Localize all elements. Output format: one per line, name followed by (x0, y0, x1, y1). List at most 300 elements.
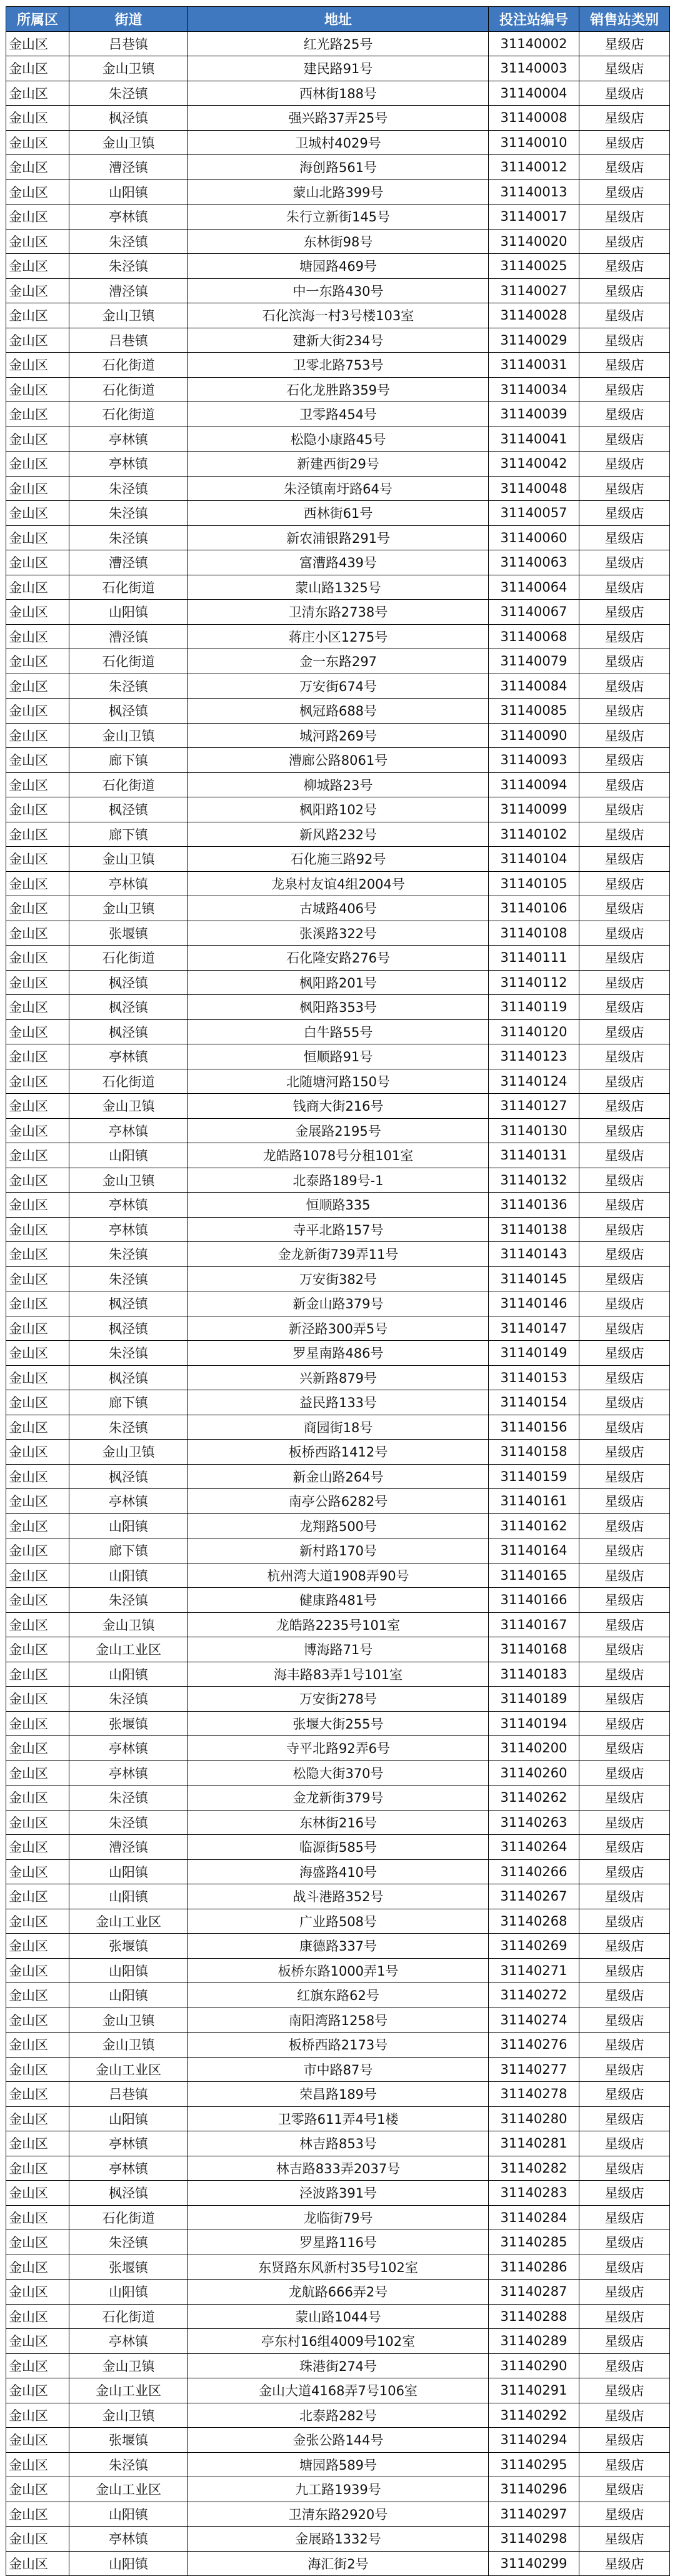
cell-district: 金山区 (6, 1538, 69, 1563)
table-row (6, 353, 670, 378)
cell-station-code: 31140041 (489, 427, 579, 452)
cell-street: 金山卫镇 (69, 1440, 188, 1465)
table-row (6, 501, 670, 526)
cell-station-type: 星级店 (579, 2452, 670, 2477)
cell-address: 东贤路东风新村35号102室 (188, 2255, 489, 2280)
cell-station-code: 31140288 (489, 2304, 579, 2329)
cell-street: 山阳镇 (69, 1513, 188, 1538)
cell-station-code: 31140276 (489, 2033, 579, 2058)
cell-street: 山阳镇 (69, 1958, 188, 1983)
cell-station-type: 星级店 (579, 2082, 670, 2107)
cell-district: 金山区 (6, 1341, 69, 1366)
table-row (6, 452, 670, 477)
table-row (6, 1513, 670, 1538)
cell-address: 益民路133号 (188, 1390, 489, 1415)
cell-address: 强兴路37弄25号 (188, 106, 489, 131)
table-row (6, 2502, 670, 2527)
cell-street: 金山卫镇 (69, 2008, 188, 2033)
cell-address: 新金山路264号 (188, 1464, 489, 1489)
cell-street: 亭林镇 (69, 871, 188, 896)
cell-station-type: 星级店 (579, 1760, 670, 1786)
cell-station-type: 星级店 (579, 179, 670, 205)
cell-station-code: 31140124 (489, 1069, 579, 1094)
cell-station-type: 星级店 (579, 1390, 670, 1415)
cell-district: 金山区 (6, 1464, 69, 1489)
cell-station-code: 31140294 (489, 2428, 579, 2453)
cell-address: 亭东村16组4009号102室 (188, 2329, 489, 2354)
cell-district: 金山区 (6, 1193, 69, 1218)
cell-station-type: 星级店 (579, 2527, 670, 2552)
table-row (6, 550, 670, 575)
cell-station-type: 星级店 (579, 649, 670, 674)
cell-address: 张堰大街255号 (188, 1711, 489, 1736)
cell-district: 金山区 (6, 1440, 69, 1465)
cell-street: 金山工业区 (69, 1637, 188, 1662)
spreadsheet-sheet (6, 6, 669, 2576)
table-row (6, 847, 670, 872)
cell-station-type: 星级店 (579, 1786, 670, 1811)
cell-street: 漕泾镇 (69, 624, 188, 649)
cell-station-type: 星级店 (579, 2502, 670, 2527)
cell-address: 寺平北路157号 (188, 1217, 489, 1242)
table-row (6, 1538, 670, 1563)
cell-street: 金山卫镇 (69, 847, 188, 872)
table-row (6, 600, 670, 625)
cell-address: 新风路232号 (188, 822, 489, 847)
cell-address: 东林街216号 (188, 1810, 489, 1835)
cell-address: 恒顺路335 (188, 1193, 489, 1218)
cell-address: 松隐小康路45号 (188, 427, 489, 452)
cell-district: 金山区 (6, 2551, 69, 2576)
cell-address: 城河路269号 (188, 723, 489, 748)
cell-address: 万安街382号 (188, 1266, 489, 1291)
cell-street: 廊下镇 (69, 748, 188, 773)
cell-district: 金山区 (6, 1760, 69, 1786)
cell-district: 金山区 (6, 1291, 69, 1316)
cell-district: 金山区 (6, 31, 69, 56)
cell-station-code: 31140167 (489, 1612, 579, 1637)
cell-station-code: 31140263 (489, 1810, 579, 1835)
table-row (6, 1193, 670, 1218)
cell-station-type: 星级店 (579, 1118, 670, 1143)
table-row (6, 278, 670, 303)
cell-street: 石化街道 (69, 772, 188, 797)
cell-district: 金山区 (6, 649, 69, 674)
cell-station-code: 31140084 (489, 674, 579, 699)
cell-station-type: 星级店 (579, 402, 670, 427)
table-row (6, 2131, 670, 2156)
table-row (6, 1044, 670, 1069)
table-row (6, 699, 670, 724)
table-row (6, 476, 670, 501)
cell-district: 金山区 (6, 2205, 69, 2230)
cell-district: 金山区 (6, 1489, 69, 1514)
cell-street: 张堰镇 (69, 2428, 188, 2453)
cell-station-type: 星级店 (579, 106, 670, 131)
cell-station-code: 31140298 (489, 2527, 579, 2552)
cell-station-code: 31140057 (489, 501, 579, 526)
table-row (6, 995, 670, 1020)
cell-station-type: 星级店 (579, 1365, 670, 1390)
cell-address: 红光路25号 (188, 31, 489, 56)
table-row (6, 649, 670, 674)
cell-station-code: 31140028 (489, 303, 579, 328)
cell-address: 健康路481号 (188, 1588, 489, 1613)
cell-district: 金山区 (6, 2057, 69, 2082)
cell-address: 石化隆安路276号 (188, 946, 489, 971)
cell-station-type: 星级店 (579, 205, 670, 230)
cell-address: 卫零路611弄4号1楼 (188, 2106, 489, 2131)
cell-street: 石化街道 (69, 946, 188, 971)
cell-street: 山阳镇 (69, 1859, 188, 1884)
cell-address: 新金山路379号 (188, 1291, 489, 1316)
cell-address: 罗星南路486号 (188, 1341, 489, 1366)
cell-station-type: 星级店 (579, 31, 670, 56)
cell-station-code: 31140289 (489, 2329, 579, 2354)
cell-station-code: 31140099 (489, 797, 579, 822)
cell-street: 漕泾镇 (69, 278, 188, 303)
cell-district: 金山区 (6, 1588, 69, 1613)
cell-address: 康德路337号 (188, 1934, 489, 1959)
table-row (6, 1118, 670, 1143)
cell-street: 亭林镇 (69, 1217, 188, 1242)
cell-district: 金山区 (6, 2403, 69, 2428)
cell-street: 枫泾镇 (69, 2181, 188, 2206)
table-row (6, 1365, 670, 1390)
table-body (6, 31, 670, 2576)
cell-district: 金山区 (6, 822, 69, 847)
table-header (6, 7, 670, 32)
cell-station-code: 31140277 (489, 2057, 579, 2082)
cell-address: 龙航路666弄2号 (188, 2280, 489, 2305)
cell-district: 金山区 (6, 476, 69, 501)
table-row (6, 2452, 670, 2477)
cell-station-code: 31140200 (489, 1736, 579, 1761)
table-row (6, 130, 670, 155)
cell-district: 金山区 (6, 1786, 69, 1811)
column-header-station-code: 投注站编号 (489, 7, 579, 32)
cell-address: 富漕路439号 (188, 550, 489, 575)
cell-station-type: 星级店 (579, 1687, 670, 1712)
cell-address: 恒顺路91号 (188, 1044, 489, 1069)
cell-street: 亭林镇 (69, 1736, 188, 1761)
cell-address: 中一东路430号 (188, 278, 489, 303)
cell-address: 万安街674号 (188, 674, 489, 699)
cell-district: 金山区 (6, 748, 69, 773)
table-row (6, 81, 670, 106)
cell-district: 金山区 (6, 2181, 69, 2206)
table-row (6, 1094, 670, 1119)
cell-street: 山阳镇 (69, 1983, 188, 2008)
cell-station-type: 星级店 (579, 130, 670, 155)
cell-station-code: 31140161 (489, 1489, 579, 1514)
cell-station-code: 31140068 (489, 624, 579, 649)
cell-station-type: 星级店 (579, 1835, 670, 1860)
cell-district: 金山区 (6, 699, 69, 724)
cell-address: 红旗东路62号 (188, 1983, 489, 2008)
cell-station-code: 31140290 (489, 2353, 579, 2378)
cell-station-code: 31140085 (489, 699, 579, 724)
cell-station-type: 星级店 (579, 2057, 670, 2082)
cell-district: 金山区 (6, 205, 69, 230)
cell-station-code: 31140003 (489, 56, 579, 81)
cell-station-code: 31140111 (489, 946, 579, 971)
cell-station-type: 星级店 (579, 1489, 670, 1514)
table-row (6, 377, 670, 402)
table-row (6, 2477, 670, 2502)
table-row (6, 1440, 670, 1465)
cell-street: 朱泾镇 (69, 1687, 188, 1712)
cell-street: 山阳镇 (69, 179, 188, 205)
cell-district: 金山区 (6, 2329, 69, 2354)
table-row (6, 155, 670, 180)
cell-address: 塘园路469号 (188, 254, 489, 279)
cell-street: 朱泾镇 (69, 81, 188, 106)
cell-address: 枫冠路688号 (188, 699, 489, 724)
cell-address: 新建西街29号 (188, 452, 489, 477)
cell-station-code: 31140281 (489, 2131, 579, 2156)
cell-station-code: 31140102 (489, 822, 579, 847)
cell-district: 金山区 (6, 871, 69, 896)
cell-station-code: 31140291 (489, 2378, 579, 2403)
cell-station-code: 31140269 (489, 1934, 579, 1959)
cell-station-type: 星级店 (579, 1143, 670, 1168)
table-row (6, 1736, 670, 1761)
cell-station-code: 31140127 (489, 1094, 579, 1119)
cell-station-code: 31140079 (489, 649, 579, 674)
cell-station-type: 星级店 (579, 1168, 670, 1193)
cell-station-type: 星级店 (579, 723, 670, 748)
table-row (6, 1612, 670, 1637)
cell-station-type: 星级店 (579, 674, 670, 699)
cell-street: 朱泾镇 (69, 476, 188, 501)
cell-station-code: 31140287 (489, 2280, 579, 2305)
cell-station-type: 星级店 (579, 2353, 670, 2378)
cell-street: 漕泾镇 (69, 1835, 188, 1860)
table-row (6, 674, 670, 699)
cell-street: 山阳镇 (69, 2551, 188, 2576)
cell-station-code: 31140064 (489, 575, 579, 600)
cell-district: 金山区 (6, 353, 69, 378)
cell-station-type: 星级店 (579, 1513, 670, 1538)
cell-address: 蒙山北路399号 (188, 179, 489, 205)
cell-address: 战斗港路352号 (188, 1884, 489, 1909)
cell-station-type: 星级店 (579, 2403, 670, 2428)
table-row (6, 748, 670, 773)
table-row (6, 1266, 670, 1291)
cell-station-type: 星级店 (579, 1983, 670, 2008)
table-row (6, 1143, 670, 1168)
cell-district: 金山区 (6, 501, 69, 526)
cell-address: 新农浦银路291号 (188, 525, 489, 550)
table-row (6, 205, 670, 230)
cell-street: 张堰镇 (69, 1934, 188, 1959)
cell-address: 龙皓路2235号101室 (188, 1612, 489, 1637)
cell-address: 新泾路300弄5号 (188, 1316, 489, 1341)
cell-street: 枫泾镇 (69, 995, 188, 1020)
table-row (6, 1958, 670, 1983)
cell-street: 亭林镇 (69, 1193, 188, 1218)
cell-street: 张堰镇 (69, 921, 188, 946)
cell-district: 金山区 (6, 402, 69, 427)
cell-district: 金山区 (6, 1217, 69, 1242)
cell-station-type: 星级店 (579, 1884, 670, 1909)
cell-address: 南亭公路6282号 (188, 1489, 489, 1514)
cell-street: 亭林镇 (69, 427, 188, 452)
cell-station-code: 31140284 (489, 2205, 579, 2230)
cell-street: 朱泾镇 (69, 1588, 188, 1613)
cell-address: 龙皓路1078号分租101室 (188, 1143, 489, 1168)
table-row (6, 1415, 670, 1440)
cell-station-type: 星级店 (579, 970, 670, 995)
cell-station-code: 31140042 (489, 452, 579, 477)
cell-station-code: 31140034 (489, 377, 579, 402)
cell-street: 山阳镇 (69, 600, 188, 625)
cell-address: 金展路2195号 (188, 1118, 489, 1143)
cell-street: 吕巷镇 (69, 31, 188, 56)
cell-station-code: 31140012 (489, 155, 579, 180)
cell-station-type: 星级店 (579, 2131, 670, 2156)
cell-station-type: 星级店 (579, 1069, 670, 1094)
cell-address: 钱商大街216号 (188, 1094, 489, 1119)
cell-station-type: 星级店 (579, 1242, 670, 1267)
cell-district: 金山区 (6, 1934, 69, 1959)
table-row (6, 1291, 670, 1316)
cell-street: 山阳镇 (69, 1563, 188, 1588)
cell-street: 金山卫镇 (69, 1168, 188, 1193)
cell-street: 亭林镇 (69, 1044, 188, 1069)
cell-station-type: 星级店 (579, 2033, 670, 2058)
cell-street: 金山工业区 (69, 1909, 188, 1934)
table-row (6, 772, 670, 797)
cell-address: 海盛路410号 (188, 1859, 489, 1884)
cell-station-type: 星级店 (579, 1538, 670, 1563)
cell-station-code: 31140271 (489, 1958, 579, 1983)
cell-station-type: 星级店 (579, 1736, 670, 1761)
table-row (6, 2205, 670, 2230)
cell-station-code: 31140025 (489, 254, 579, 279)
table-row (6, 921, 670, 946)
cell-station-code: 31140143 (489, 1242, 579, 1267)
table-row (6, 1242, 670, 1267)
table-row (6, 1760, 670, 1786)
cell-address: 金龙新街379号 (188, 1786, 489, 1811)
cell-station-type: 星级店 (579, 2477, 670, 2502)
table-row (6, 229, 670, 254)
table-row (6, 1390, 670, 1415)
cell-station-code: 31140010 (489, 130, 579, 155)
cell-street: 金山工业区 (69, 2477, 188, 2502)
table-row (6, 2329, 670, 2354)
cell-street: 亭林镇 (69, 1118, 188, 1143)
cell-address: 枫阳路201号 (188, 970, 489, 995)
cell-station-code: 31140166 (489, 1588, 579, 1613)
cell-street: 漕泾镇 (69, 155, 188, 180)
cell-district: 金山区 (6, 1242, 69, 1267)
cell-district: 金山区 (6, 1612, 69, 1637)
table-row (6, 1217, 670, 1242)
cell-station-code: 31140039 (489, 402, 579, 427)
table-row (6, 624, 670, 649)
cell-station-code: 31140189 (489, 1687, 579, 1712)
cell-station-code: 31140130 (489, 1118, 579, 1143)
cell-district: 金山区 (6, 1513, 69, 1538)
table-row (6, 2181, 670, 2206)
cell-street: 石化街道 (69, 402, 188, 427)
table-row (6, 2033, 670, 2058)
cell-address: 荣昌路189号 (188, 2082, 489, 2107)
cell-street: 山阳镇 (69, 2502, 188, 2527)
cell-station-type: 星级店 (579, 550, 670, 575)
cell-station-type: 星级店 (579, 2428, 670, 2453)
cell-street: 枫泾镇 (69, 1019, 188, 1044)
table-row (6, 1687, 670, 1712)
cell-station-code: 31140002 (489, 31, 579, 56)
cell-address: 漕廊公路8061号 (188, 748, 489, 773)
cell-district: 金山区 (6, 575, 69, 600)
cell-street: 朱泾镇 (69, 525, 188, 550)
cell-street: 朱泾镇 (69, 1415, 188, 1440)
cell-station-code: 31140120 (489, 1019, 579, 1044)
cell-street: 金山卫镇 (69, 303, 188, 328)
cell-station-code: 31140136 (489, 1193, 579, 1218)
cell-station-code: 31140260 (489, 1760, 579, 1786)
cell-station-code: 31140131 (489, 1143, 579, 1168)
cell-station-type: 星级店 (579, 1341, 670, 1366)
cell-station-code: 31140008 (489, 106, 579, 131)
cell-address: 白牛路55号 (188, 1019, 489, 1044)
cell-station-type: 星级店 (579, 2280, 670, 2305)
table-row (6, 1909, 670, 1934)
cell-address: 枫阳路102号 (188, 797, 489, 822)
cell-station-type: 星级店 (579, 2255, 670, 2280)
cell-station-type: 星级店 (579, 896, 670, 921)
cell-street: 枫泾镇 (69, 1365, 188, 1390)
cell-street: 亭林镇 (69, 1489, 188, 1514)
cell-station-type: 星级店 (579, 1637, 670, 1662)
cell-station-type: 星级店 (579, 2106, 670, 2131)
table-row (6, 2551, 670, 2576)
cell-street: 金山卫镇 (69, 56, 188, 81)
cell-street: 朱泾镇 (69, 1341, 188, 1366)
cell-station-type: 星级店 (579, 921, 670, 946)
cell-station-code: 31140292 (489, 2403, 579, 2428)
table-row (6, 402, 670, 427)
cell-district: 金山区 (6, 2304, 69, 2329)
cell-address: 杭州湾大道1908弄90号 (188, 1563, 489, 1588)
cell-street: 朱泾镇 (69, 254, 188, 279)
cell-district: 金山区 (6, 2230, 69, 2255)
cell-address: 卫清东路2738号 (188, 600, 489, 625)
table-row (6, 723, 670, 748)
cell-district: 金山区 (6, 1415, 69, 1440)
cell-street: 漕泾镇 (69, 550, 188, 575)
cell-station-type: 星级店 (579, 2304, 670, 2329)
cell-district: 金山区 (6, 674, 69, 699)
cell-street: 石化街道 (69, 1069, 188, 1094)
cell-district: 金山区 (6, 2428, 69, 2453)
cell-station-code: 31140004 (489, 81, 579, 106)
cell-district: 金山区 (6, 1044, 69, 1069)
cell-station-type: 星级店 (579, 2378, 670, 2403)
table-row (6, 2008, 670, 2033)
cell-district: 金山区 (6, 155, 69, 180)
cell-address: 西林街188号 (188, 81, 489, 106)
cell-district: 金山区 (6, 1687, 69, 1712)
cell-station-type: 星级店 (579, 328, 670, 353)
cell-district: 金山区 (6, 797, 69, 822)
column-header-station-type: 销售站类别 (579, 7, 670, 32)
